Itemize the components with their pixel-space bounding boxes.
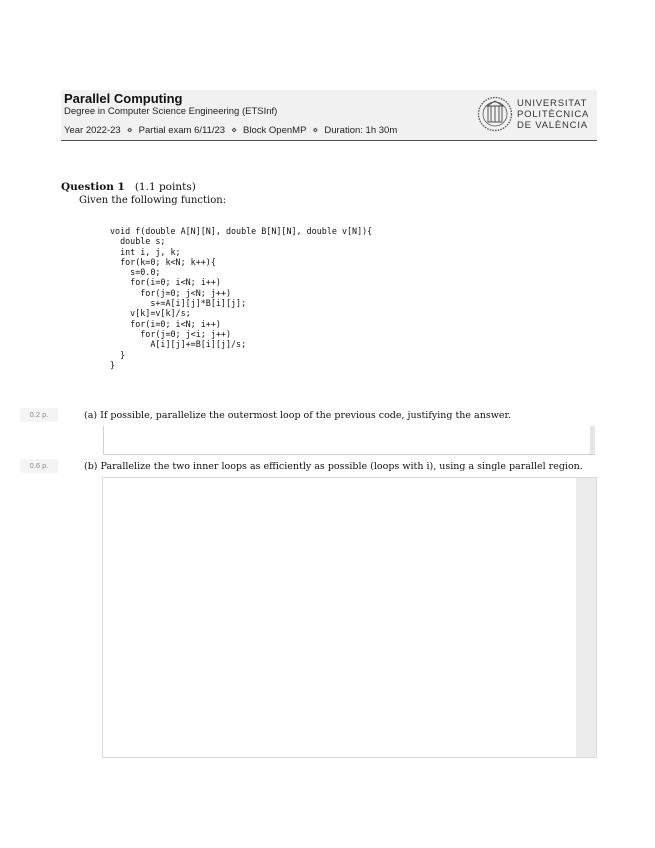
- question-heading: [61, 181, 196, 193]
- code-line: for(j=0; j<i; j++): [110, 328, 232, 339]
- code-line: A[i][j]+=B[i][j]/s;: [110, 339, 247, 350]
- answer-box-b[interactable]: [102, 477, 597, 758]
- code-line: int i, j, k;: [110, 246, 181, 257]
- code-line: }: [110, 349, 126, 360]
- answer-box-scrollbar: [590, 426, 595, 454]
- duration: Duration: 1h 30m: [324, 125, 398, 136]
- separator-icon: ⋄: [231, 125, 238, 136]
- code-line: v[k]=v[k]/s;: [110, 308, 191, 319]
- university-name: [517, 98, 589, 131]
- block: Block OpenMP: [243, 125, 307, 136]
- logo-line: UNIVERSITAT: [517, 98, 588, 109]
- answer-box-a[interactable]: [103, 426, 595, 455]
- part-a-text: (a) If possible, parallelize the outermost loop of the previous code, justifying the answer.: [84, 410, 511, 421]
- part-b-text: (b) Parallelize the two inner loops as efficiently as possible (loops with i), using a single parallel region.: [84, 461, 583, 472]
- code-line: double s;: [110, 236, 166, 247]
- exam-date: Partial exam 6/11/23: [138, 125, 226, 136]
- degree-line: Degree in Computer Science Engineering (ETSInf): [64, 106, 278, 117]
- separator-icon: ⋄: [126, 125, 133, 136]
- code-line: void f(double A[N][N], double B[N][N], double v[N]){: [110, 226, 373, 236]
- exam-header: [61, 90, 597, 141]
- code-line: for(k=0; k<N; k++){: [110, 256, 216, 267]
- part-b-points: 0.6 p.: [20, 459, 58, 473]
- question-label: Question 1: [61, 181, 125, 193]
- university-seal-icon: [477, 96, 513, 132]
- code-line: s=0.0;: [110, 267, 161, 278]
- question-points: (1.1 points): [134, 181, 196, 193]
- code-line: for(i=0; i<N; i++): [110, 277, 221, 288]
- course-title: Parallel Computing: [64, 91, 183, 106]
- separator-icon: ⋄: [312, 125, 319, 136]
- answer-box-scrollbar: [576, 478, 596, 757]
- university-logo: [477, 95, 595, 133]
- logo-line: DE VALÈNCIA: [517, 120, 588, 131]
- code-listing: [110, 226, 372, 370]
- code-line: s+=A[i][j]*B[i][j];: [110, 298, 247, 309]
- part-a-points: 0.2 p.: [20, 408, 58, 422]
- year: Year 2022-23: [64, 125, 121, 136]
- exam-meta: [64, 125, 397, 136]
- question-intro: Given the following function:: [79, 195, 227, 206]
- code-line: }: [110, 359, 116, 370]
- code-line: for(j=0; j<N; j++): [110, 287, 232, 298]
- logo-line: POLITÈCNICA: [517, 109, 590, 120]
- code-line: for(i=0; i<N; i++): [110, 318, 221, 329]
